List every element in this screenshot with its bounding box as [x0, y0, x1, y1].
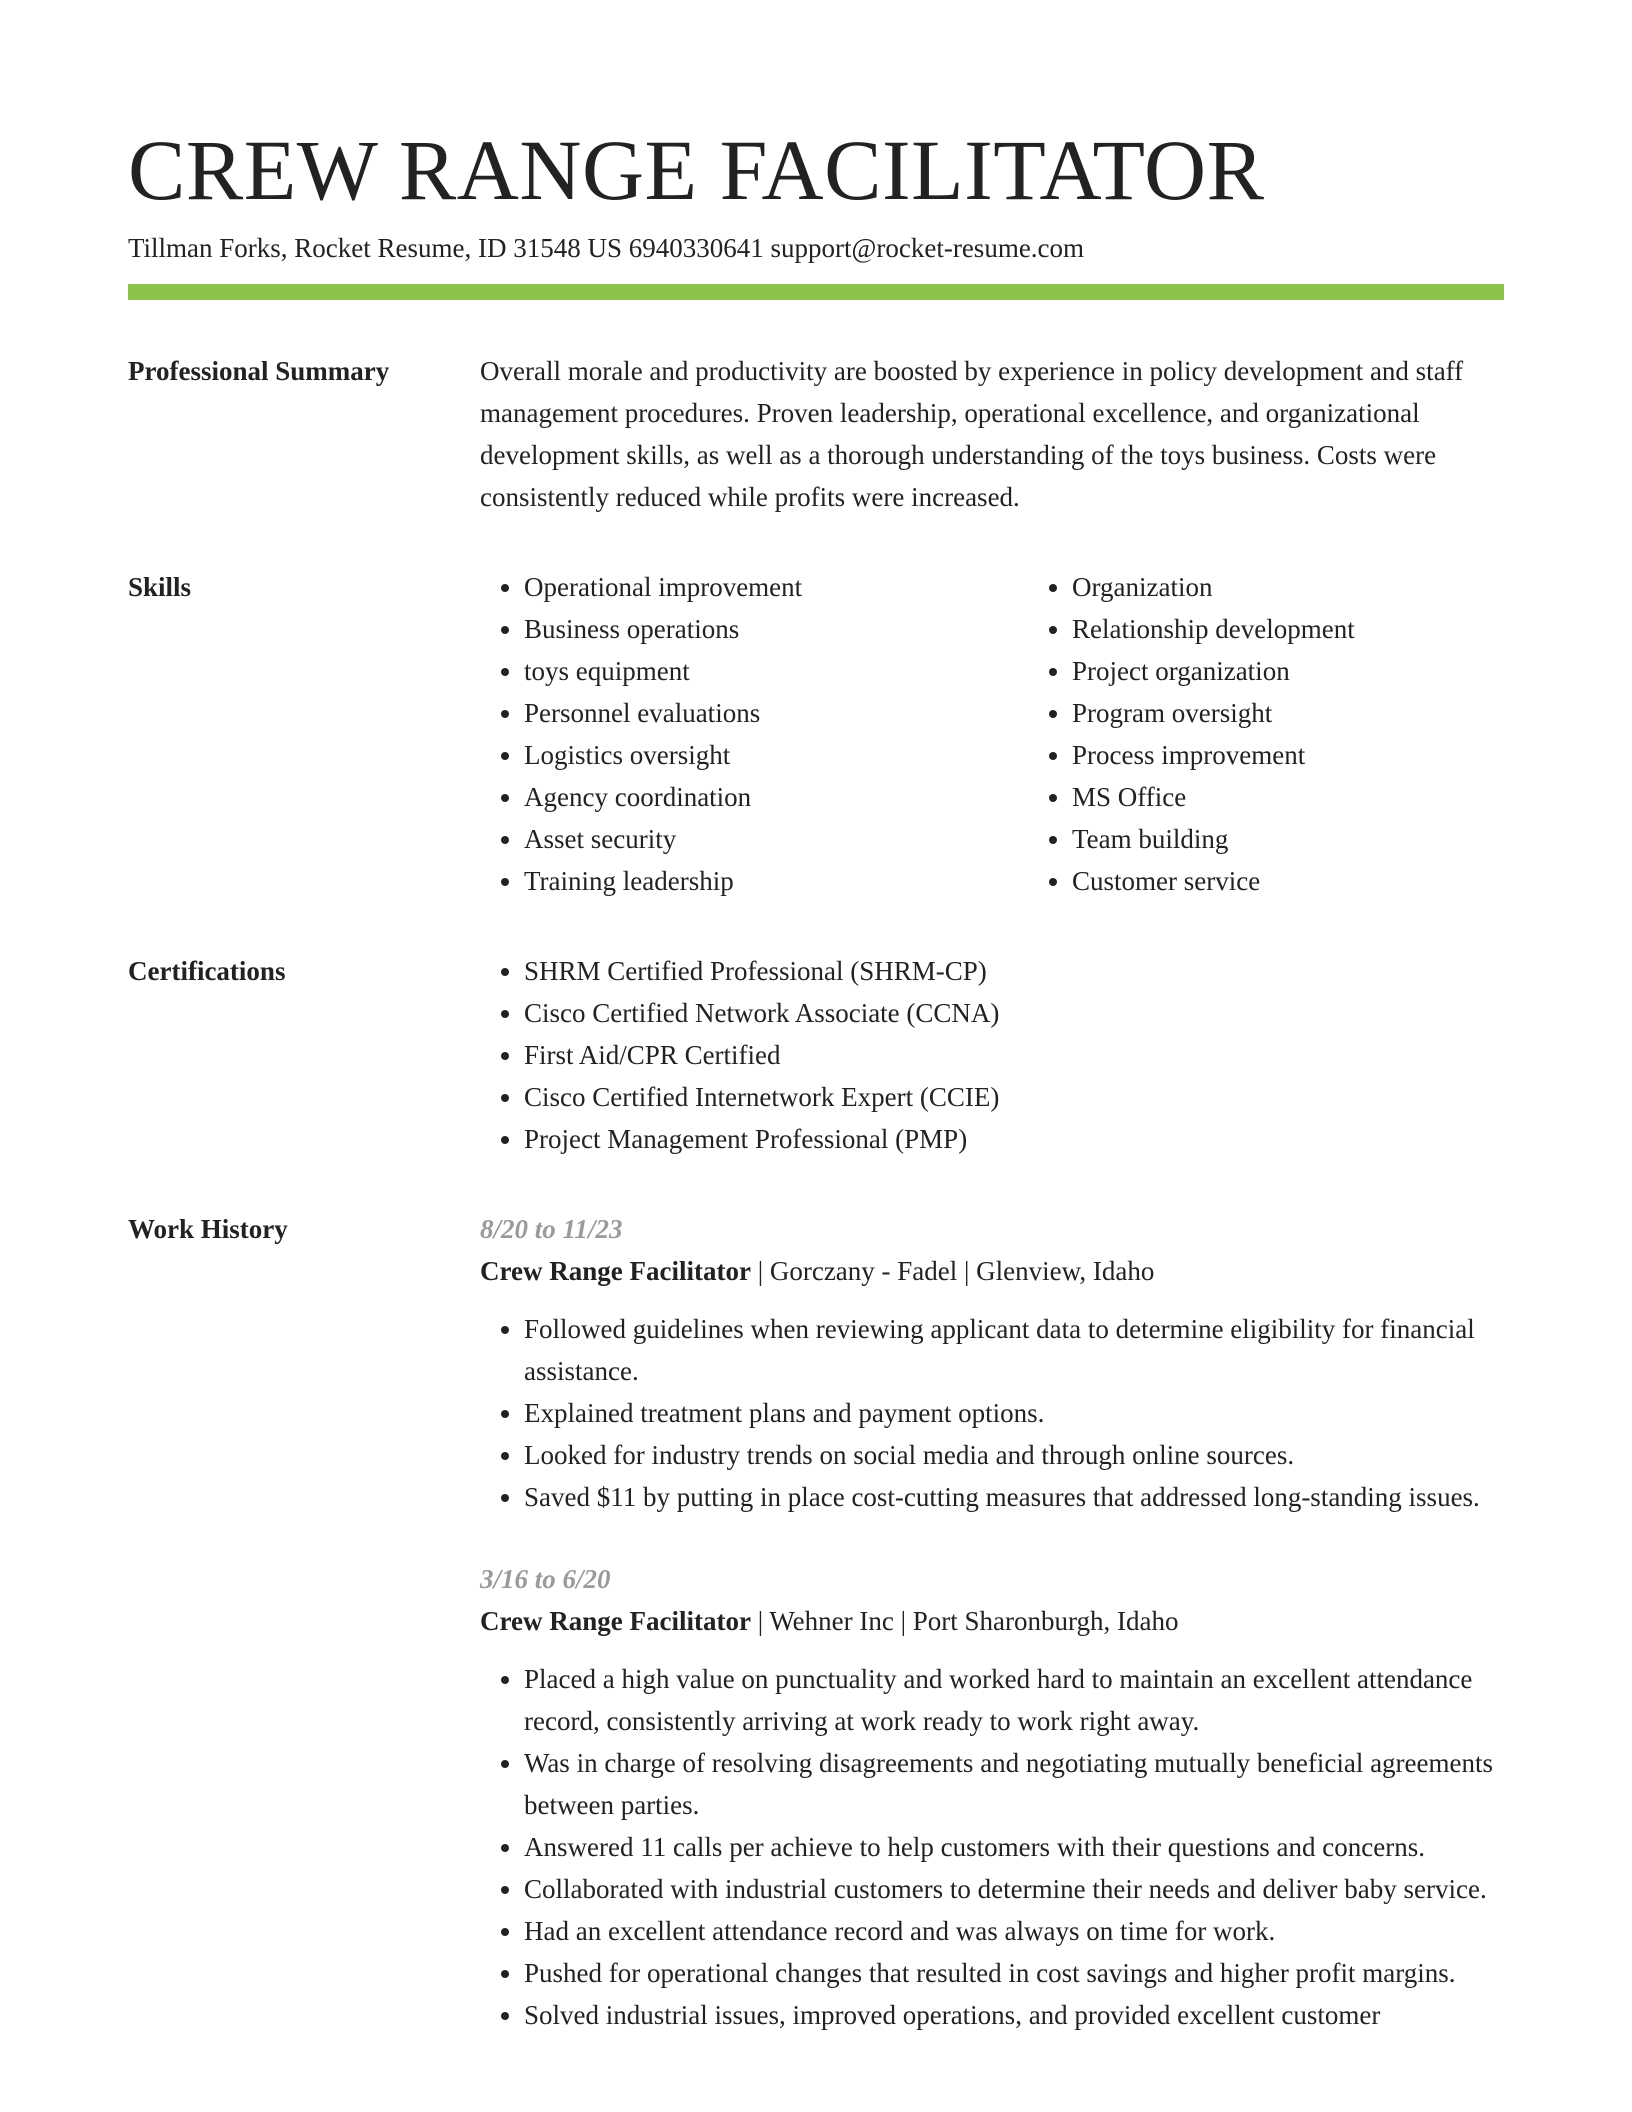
job-bullet: • Solved industrial issues, improved operations, and provided excellent customer: [524, 1994, 1504, 2036]
job-bullet: • Collaborated with industrial customers to determine their needs and deliver baby service.: [524, 1868, 1504, 1910]
certification-item: • First Aid/CPR Certified: [524, 1034, 1504, 1076]
certification-item: • Cisco Certified Network Associate (CCNA): [524, 992, 1504, 1034]
job-title: Crew Range Facilitator: [480, 1606, 751, 1636]
summary-text: Overall morale and productivity are boosted by experience in policy development and staff management procedures. Proven leadership, operational excellence, and organizational development skills, as well as a thorough understanding of the toys business. Costs were consistently reduced while profits were increased.: [480, 356, 1464, 512]
skill-item: • Personnel evaluations: [524, 692, 1028, 734]
skill-item: • Training leadership: [524, 860, 1028, 902]
skill-item: • Agency coordination: [524, 776, 1028, 818]
skill-item: • Program oversight: [1072, 692, 1576, 734]
skills-list-left: [480, 566, 1028, 902]
job-heading: [480, 1600, 1504, 1642]
summary-section: [128, 350, 1504, 518]
job-entry: [480, 1558, 1504, 2036]
job-bullet: • Pushed for operational changes that resulted in cost savings and higher profit margins.: [524, 1952, 1504, 1994]
skill-item: • MS Office: [1072, 776, 1576, 818]
skill-item: • Organization: [1072, 566, 1576, 608]
work-history-section: [128, 1208, 1504, 2076]
certification-item: • Project Management Professional (PMP): [524, 1118, 1504, 1160]
job-bullet: • Looked for industry trends on social media and through online sources.: [524, 1434, 1504, 1476]
skill-item: • Asset security: [524, 818, 1028, 860]
skill-item: • Project organization: [1072, 650, 1576, 692]
skill-item: • Operational improvement: [524, 566, 1028, 608]
section-title-summary: Professional Summary: [128, 356, 390, 386]
resume-page: [128, 120, 1504, 2076]
job-dates: 8/20 to 11/23: [480, 1214, 623, 1244]
contact-line: Tillman Forks, Rocket Resume, ID 31548 US 6940330641 support@rocket-resume.com: [128, 233, 1085, 263]
skill-item: • toys equipment: [524, 650, 1028, 692]
section-title-skills: Skills: [128, 572, 192, 602]
job-bullet: • Saved $11 by putting in place cost-cutting measures that addressed long-standing issues.: [524, 1476, 1504, 1518]
job-title: Crew Range Facilitator: [480, 1256, 751, 1286]
section-title-work-history: Work History: [128, 1214, 288, 1244]
candidate-name: CREW RANGE FACILITATOR: [128, 122, 1265, 218]
job-bullet: • Was in charge of resolving disagreements and negotiating mutually beneficial agreements between parties.: [524, 1742, 1504, 1826]
job-bullet: • Had an excellent attendance record and was always on time for work.: [524, 1910, 1504, 1952]
job-bullets: [480, 1308, 1504, 1518]
certification-item: • SHRM Certified Professional (SHRM-CP): [524, 950, 1504, 992]
skill-item: • Logistics oversight: [524, 734, 1028, 776]
skill-item: • Process improvement: [1072, 734, 1576, 776]
job-bullet: • Explained treatment plans and payment options.: [524, 1392, 1504, 1434]
skill-item: • Relationship development: [1072, 608, 1576, 650]
job-employer-location: | Wehner Inc | Port Sharonburgh, Idaho: [750, 1606, 1179, 1636]
certifications-section: [128, 950, 1504, 1160]
skill-item: • Team building: [1072, 818, 1576, 860]
certifications-list: [480, 950, 1504, 1160]
skill-item: • Business operations: [524, 608, 1028, 650]
header-divider: [128, 284, 1504, 300]
job-employer-location: | Gorczany - Fadel | Glenview, Idaho: [750, 1256, 1155, 1286]
skills-list-right: [1028, 566, 1576, 902]
section-title-certifications: Certifications: [128, 956, 286, 986]
job-heading: [480, 1250, 1504, 1292]
certification-item: • Cisco Certified Internetwork Expert (CCIE): [524, 1076, 1504, 1118]
job-dates: 3/16 to 6/20: [480, 1564, 611, 1594]
job-bullet: • Answered 11 calls per achieve to help customers with their questions and concerns.: [524, 1826, 1504, 1868]
job-bullet: • Placed a high value on punctuality and worked hard to maintain an excellent attendance record, consistently arriving at work ready to work right away.: [524, 1658, 1504, 1742]
job-entry: [480, 1208, 1504, 1518]
job-bullet: • Followed guidelines when reviewing applicant data to determine eligibility for financial assistance.: [524, 1308, 1504, 1392]
job-bullets: [480, 1658, 1504, 2036]
skill-item: • Customer service: [1072, 860, 1576, 902]
skills-section: [128, 566, 1504, 902]
